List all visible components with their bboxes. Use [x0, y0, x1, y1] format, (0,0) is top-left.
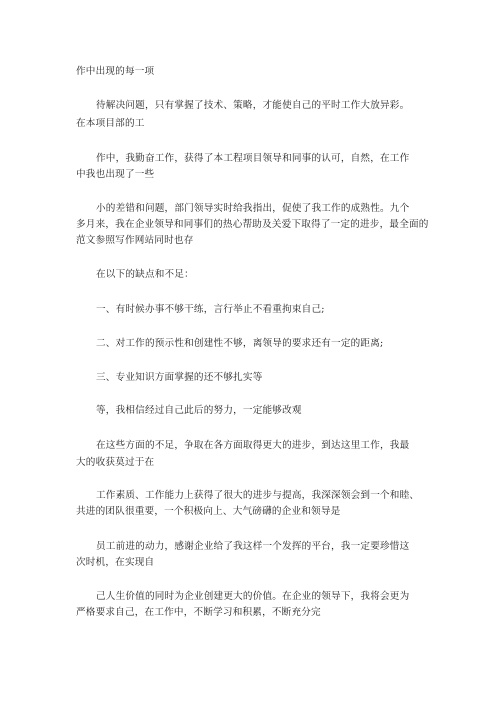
text-line: 多月来，我在企业领导和同事们的热心帮助及关爱下取得了一定的进步，最全面的: [76, 219, 429, 230]
text-line: 作中，我勤奋工作，获得了本工程项目领导和同事的认可，自然，在工作: [96, 153, 410, 164]
text-line: 待解决问题，只有掌握了技术、策略，才能使自己的平时工作大放异彩。: [96, 100, 410, 111]
text-line: 中我也出现了一些: [76, 169, 155, 180]
text-line: 大的收获莫过于在: [76, 457, 155, 468]
text-line: 己人生价值的同时为企业创建更大的价值。在企业的领导下，我将会更为: [96, 591, 410, 602]
text-line: 二、对工作的预示性和创建性不够，离领导的要求还有一定的距离;: [96, 338, 384, 349]
text-line: 三、专业知识方面掌握的还不够扎实等: [96, 372, 263, 383]
text-line: 作中出现的每一项: [76, 66, 155, 77]
text-line: 在以下的缺点和不足：: [96, 269, 194, 280]
text-line: 在本项目部的工: [76, 118, 145, 129]
text-line: 共进的团队很重要，一个积极向上、大气磅礴的企业和领导是: [76, 506, 341, 517]
text-line: 次时机，在实现自: [76, 557, 155, 568]
text-line: 一、有时候办事不够干练，言行举止不看重拘束自己;: [96, 304, 325, 315]
text-line: 工作素质、工作能力上获得了很大的进步与提高，我深深领会到一个和睦、: [96, 490, 420, 501]
text-line: 员工前进的动力，感谢企业给了我这样一个发挥的平台，我一定要珍惜这: [96, 541, 410, 552]
text-line: 等，我相信经过自己此后的努力，一定能够改观: [96, 405, 302, 416]
text-line: 范文参照写作网站同时也存: [76, 235, 194, 246]
text-line: 在这些方面的不足，争取在各方面取得更大的进步，到达这里工作，我最: [96, 440, 410, 451]
text-line: 小的差错和问题，部门领导实时给我指出，促使了我工作的成熟性。九个: [96, 203, 410, 214]
text-line: 严格要求自己，在工作中，不断学习和积累，不断充分完: [76, 607, 321, 618]
